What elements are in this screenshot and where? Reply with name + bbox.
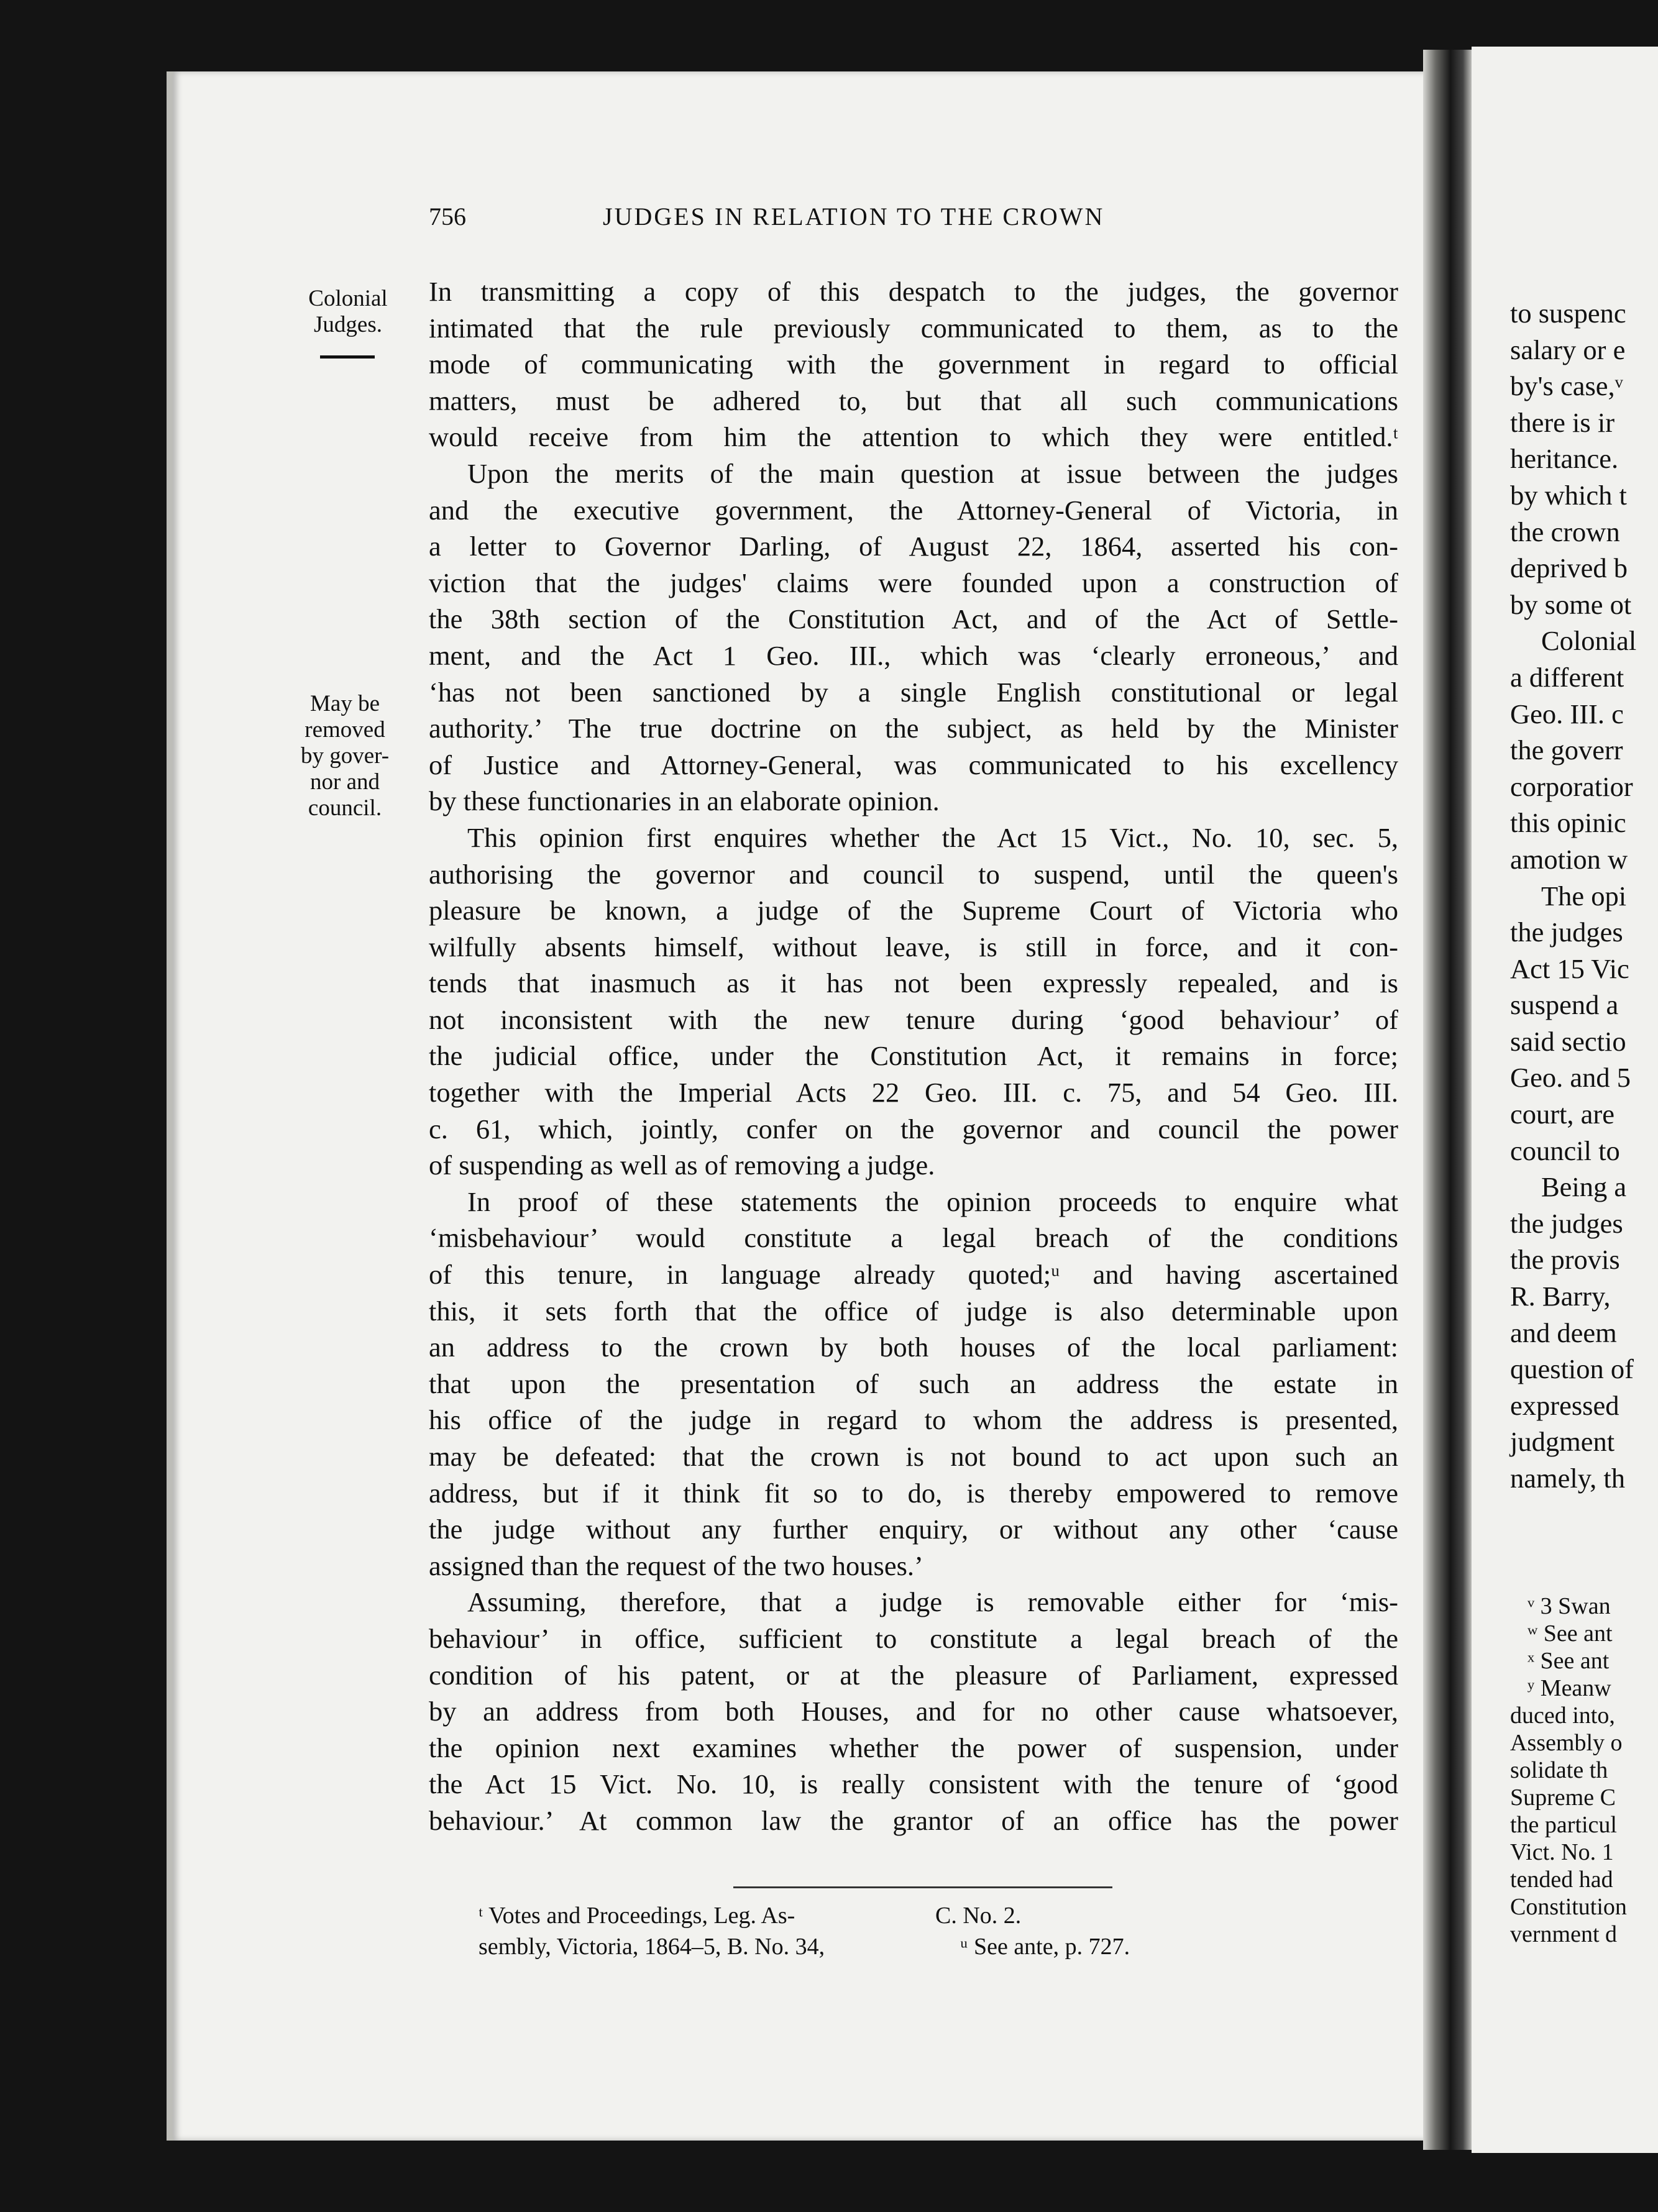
facing-page xyxy=(1472,47,1658,2153)
footnote-line: ᵗ Votes and Proceedings, Leg. As- xyxy=(479,1903,795,1929)
facing-note: Vict. No. 1 xyxy=(1510,1839,1614,1865)
facing-line: question of xyxy=(1510,1353,1634,1385)
text-line: ‘has not been sanctioned by a single English constitutional or legal xyxy=(429,676,1398,708)
text-line: the opinion next examines whether the power of suspension, under xyxy=(429,1732,1398,1763)
text-line: authority.’ The true doctrine on the subject, as held by the Minister xyxy=(429,713,1398,744)
facing-line: deprived b xyxy=(1510,552,1628,584)
facing-note: Supreme C xyxy=(1510,1785,1616,1811)
page-number: 756 xyxy=(429,203,466,231)
text-line: wilfully absents himself, without leave, is still in force, and it con- xyxy=(429,931,1398,962)
facing-line: council to xyxy=(1510,1135,1620,1166)
facing-note: ᵛ 3 Swan xyxy=(1527,1593,1611,1619)
facing-line: by some ot xyxy=(1510,588,1632,620)
facing-line: Act 15 Vic xyxy=(1510,953,1629,984)
facing-note: vernment d xyxy=(1510,1921,1618,1947)
text-line: condition of his patent, or at the pleasure of Parliament, expressed xyxy=(429,1659,1398,1691)
facing-line: The opi xyxy=(1541,880,1627,912)
text-line: by these functionaries in an elaborate opinion. xyxy=(429,785,940,817)
text-line: his office of the judge in regard to whom the address is presented, xyxy=(429,1404,1398,1436)
text-line: this, it sets forth that the office of judge is also determinable upon xyxy=(429,1295,1398,1327)
text-line: of suspending as well as of removing a judge. xyxy=(429,1149,935,1181)
facing-note: ˣ See ant xyxy=(1527,1648,1610,1674)
facing-line: by's case,ᵛ xyxy=(1510,370,1623,402)
text-line: In proof of these statements the opinion proceeds to enquire what xyxy=(467,1186,1398,1217)
text-line: that upon the presentation of such an address the estate in xyxy=(429,1368,1398,1399)
facing-line: R. Barry, xyxy=(1510,1281,1611,1312)
facing-note: duced into, xyxy=(1510,1702,1615,1729)
facing-line: Being a xyxy=(1541,1171,1627,1203)
text-line: together with the Imperial Acts 22 Geo. III. c. 75, and 54 Geo. III. xyxy=(429,1077,1398,1108)
text-line: and the executive government, the Attorney-General of Victoria, in xyxy=(429,494,1398,526)
facing-line: Geo. III. c xyxy=(1510,698,1624,729)
text-line: the 38th section of the Constitution Act, and of the Act of Settle- xyxy=(429,603,1398,635)
facing-line: corporatior xyxy=(1510,770,1633,802)
facing-line: to suspenc xyxy=(1510,298,1626,329)
facing-line: namely, th xyxy=(1510,1463,1625,1494)
facing-note: tended had xyxy=(1510,1867,1613,1893)
text-line: tends that inasmuch as it has not been expressly repealed, and is xyxy=(429,967,1398,999)
facing-line: salary or e xyxy=(1510,334,1626,365)
facing-line: court, are xyxy=(1510,1099,1615,1130)
text-line: behaviour’ in office, sufficient to constitute a legal breach of the xyxy=(429,1622,1398,1654)
footnote-line: sembly, Victoria, 1864–5, B. No. 34, xyxy=(479,1934,825,1960)
facing-line: and deem xyxy=(1510,1317,1617,1348)
facing-page-footnotes xyxy=(1510,1593,1658,1948)
text-line: the judicial office, under the Constitution Act, it remains in force; xyxy=(429,1040,1398,1072)
facing-note: ʸ Meanw xyxy=(1527,1675,1611,1701)
sidenote-colonial-judges: Colonial Judges. xyxy=(308,286,388,337)
facing-note: the particul xyxy=(1510,1812,1617,1838)
facing-note: Assembly o xyxy=(1510,1730,1623,1756)
footnote-rule xyxy=(733,1886,1112,1888)
text-line: an address to the crown by both houses of the local parliament: xyxy=(429,1332,1398,1363)
text-line: intimated that the rule previously communicated to them, as to the xyxy=(429,312,1398,344)
running-head xyxy=(429,202,1398,239)
text-line: ment, and the Act 1 Geo. III., which was ‘clearly erroneous,’ and xyxy=(429,639,1398,671)
facing-line: expressed xyxy=(1510,1389,1619,1421)
text-line: the Act 15 Vict. No. 10, is really consistent with the tenure of ‘good xyxy=(429,1768,1398,1800)
facing-line: the judges xyxy=(1510,916,1623,948)
facing-line: by which t xyxy=(1510,479,1627,511)
facing-line: a different xyxy=(1510,661,1624,693)
sidenote-rule xyxy=(320,355,375,359)
text-line: may be defeated: that the crown is not bound to act upon such an xyxy=(429,1441,1398,1472)
facing-line: Geo. and 5 xyxy=(1510,1062,1631,1094)
text-line: Assuming, therefore, that a judge is removable either for ‘mis- xyxy=(467,1586,1398,1618)
text-line: address, but if it think fit so to do, is thereby empowered to remove xyxy=(429,1477,1398,1509)
text-line: by an address from both Houses, and for no other cause whatsoever, xyxy=(429,1696,1398,1727)
text-line: mode of communicating with the government in regard to official xyxy=(429,349,1398,380)
text-line: matters, must be adhered to, but that all such communications xyxy=(429,385,1398,416)
facing-line: the judges xyxy=(1510,1207,1623,1239)
facing-line: said sectio xyxy=(1510,1025,1626,1057)
text-line: not inconsistent with the new tenure during ‘good behaviour’ of xyxy=(429,1003,1398,1035)
footnote-u xyxy=(935,1900,1130,1962)
text-line: a letter to Governor Darling, of August 22, 1864, asserted his con- xyxy=(429,531,1398,562)
footnote-line: C. No. 2. xyxy=(935,1903,1022,1929)
text-line: authorising the governor and council to suspend, until the queen's xyxy=(429,858,1398,890)
text-line: pleasure be known, a judge of the Supreme Court of Victoria who xyxy=(429,895,1398,926)
facing-note: Constitution xyxy=(1510,1894,1627,1920)
facing-note: solidate th xyxy=(1510,1757,1608,1783)
text-line: of Justice and Attorney-General, was communicated to his excellency xyxy=(429,749,1398,780)
text-line: viction that the judges' claims were founded upon a construction of xyxy=(429,567,1398,598)
facing-line: the crown xyxy=(1510,516,1620,547)
text-line: assigned than the request of the two houses.’ xyxy=(429,1550,923,1581)
text-line: Upon the merits of the main question at issue between the judges xyxy=(467,457,1398,489)
facing-page-body xyxy=(1510,295,1658,1497)
facing-line: heritance. xyxy=(1510,443,1619,475)
facing-line: the provis xyxy=(1510,1244,1620,1276)
facing-line: there is ir xyxy=(1510,406,1615,438)
facing-line: this opinic xyxy=(1510,807,1626,839)
footnote-t xyxy=(479,1900,825,1962)
facing-line: amotion w xyxy=(1510,843,1628,875)
text-line: In transmitting a copy of this despatch to the judges, the governor xyxy=(429,276,1398,307)
facing-line: suspend a xyxy=(1510,989,1619,1021)
text-line: c. 61, which, jointly, confer on the governor and council the power xyxy=(429,1113,1398,1145)
sidenote-removal: May be removed by gover- nor and council. xyxy=(300,691,390,821)
facing-line: Colonial xyxy=(1541,625,1637,657)
facing-line: the goverr xyxy=(1510,734,1623,766)
text-line: ‘misbehaviour’ would constitute a legal breach of the conditions xyxy=(429,1222,1398,1254)
text-line: This opinion first enquires whether the Act 15 Vict., No. 10, sec. 5, xyxy=(467,821,1398,853)
text-line: behaviour.’ At common law the grantor of an office has the power xyxy=(429,1804,1398,1836)
text-line: the judge without any further enquiry, or without any other ‘cause xyxy=(429,1514,1398,1545)
book-gutter xyxy=(1423,50,1473,2150)
text-line: of this tenure, in language already quoted;ᵘ and having ascertained xyxy=(429,1259,1398,1291)
text-line: would receive from him the attention to which they were entitled.ᵗ xyxy=(429,421,1398,453)
body-text xyxy=(429,273,1398,1839)
facing-note: ʷ See ant xyxy=(1527,1620,1613,1647)
facing-line: judgment xyxy=(1510,1426,1615,1458)
footnote-line: ᵘ See ante, p. 727. xyxy=(960,1934,1130,1960)
page-title: JUDGES IN RELATION TO THE CROWN xyxy=(603,203,1105,231)
